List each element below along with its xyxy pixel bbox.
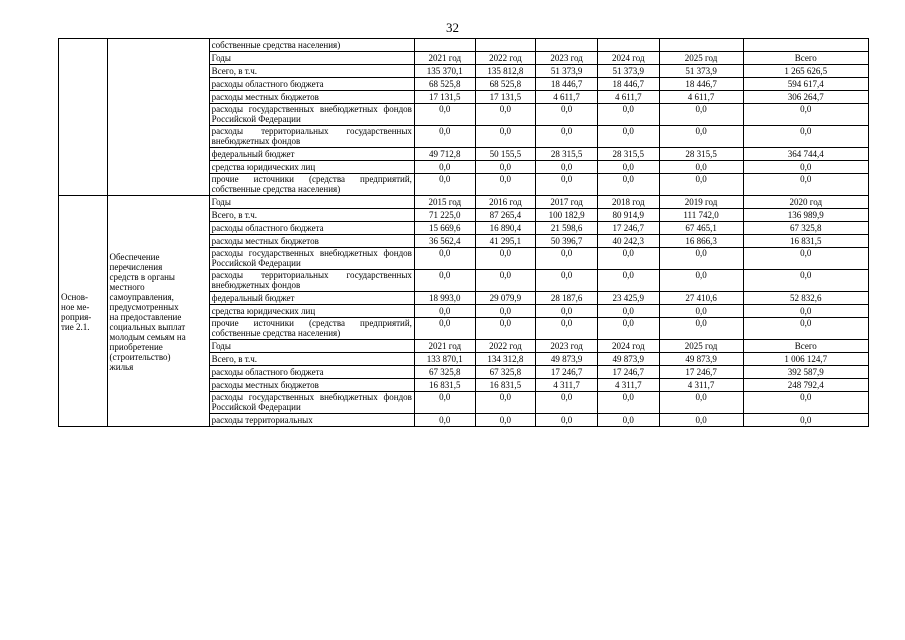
value-cell: 51 373,9: [659, 65, 743, 78]
value-cell: 134 312,8: [475, 353, 536, 366]
value-cell: 4 611,7: [659, 91, 743, 104]
value-cell: 28 315,5: [597, 148, 659, 161]
value-cell: 51 373,9: [597, 65, 659, 78]
table-row: [59, 39, 869, 52]
value-cell: 0,0: [536, 318, 598, 340]
value-cell: 4 611,7: [597, 91, 659, 104]
value-cell: 0,0: [414, 126, 475, 148]
value-cell: 0,0: [536, 414, 598, 427]
value-cell: 0,0: [536, 270, 598, 292]
value-cell: 0,0: [743, 161, 868, 174]
value-cell: 0,0: [597, 104, 659, 126]
row-label: прочие источники (средства предприятий, собственные средства населения): [209, 174, 414, 196]
value-cell: 15 669,6: [414, 222, 475, 235]
row-label: федеральный бюджет: [209, 292, 414, 305]
value-cell: 17 246,7: [659, 366, 743, 379]
value-cell: 0,0: [414, 270, 475, 292]
value-cell: 0,0: [597, 392, 659, 414]
value-cell: 0,0: [475, 248, 536, 270]
value-cell: 0,0: [536, 248, 598, 270]
value-cell: 0,0: [536, 392, 598, 414]
measure-cell-empty: [59, 39, 108, 196]
value-cell: 0,0: [597, 126, 659, 148]
row-label: Годы: [209, 52, 414, 65]
value-cell: 111 742,0: [659, 209, 743, 222]
value-cell: 0,0: [659, 104, 743, 126]
value-cell: 0,0: [475, 104, 536, 126]
row-label: расходы территориальных: [209, 414, 414, 427]
row-label: Всего, в т.ч.: [209, 209, 414, 222]
value-cell: 0,0: [597, 305, 659, 318]
row-label: расходы территориальных государственных внебюджетных фондов: [209, 270, 414, 292]
value-cell: 4 611,7: [536, 91, 598, 104]
value-cell: 0,0: [414, 104, 475, 126]
value-cell: 16 866,3: [659, 235, 743, 248]
value-cell: 0,0: [743, 305, 868, 318]
value-cell: 28 315,5: [659, 148, 743, 161]
value-cell: 2015 год: [414, 196, 475, 209]
value-cell: [414, 39, 475, 52]
value-cell: 17 246,7: [597, 222, 659, 235]
value-cell: 0,0: [414, 305, 475, 318]
value-cell: 594 617,4: [743, 78, 868, 91]
funding-table-body: [59, 39, 869, 427]
value-cell: 0,0: [414, 161, 475, 174]
value-cell: 49 712,8: [414, 148, 475, 161]
value-cell: 0,0: [743, 392, 868, 414]
row-label: расходы местных бюджетов: [209, 91, 414, 104]
value-cell: 0,0: [414, 174, 475, 196]
value-cell: 4 311,7: [597, 379, 659, 392]
value-cell: 0,0: [536, 161, 598, 174]
value-cell: 0,0: [536, 305, 598, 318]
value-cell: 0,0: [536, 174, 598, 196]
value-cell: 41 295,1: [475, 235, 536, 248]
value-cell: 16 831,5: [743, 235, 868, 248]
value-cell: [659, 39, 743, 52]
value-cell: 71 225,0: [414, 209, 475, 222]
row-label: Годы: [209, 340, 414, 353]
value-cell: 0,0: [659, 174, 743, 196]
value-cell: 1 006 124,7: [743, 353, 868, 366]
value-cell: 306 264,7: [743, 91, 868, 104]
value-cell: 16 831,5: [414, 379, 475, 392]
value-cell: 17 246,7: [536, 366, 598, 379]
value-cell: 0,0: [597, 270, 659, 292]
value-cell: 2017 год: [536, 196, 598, 209]
row-label: федеральный бюджет: [209, 148, 414, 161]
value-cell: 67 325,8: [743, 222, 868, 235]
value-cell: 16 831,5: [475, 379, 536, 392]
row-label: Всего, в т.ч.: [209, 353, 414, 366]
value-cell: 21 598,6: [536, 222, 598, 235]
value-cell: 36 562,4: [414, 235, 475, 248]
value-cell: 67 325,8: [475, 366, 536, 379]
row-label: расходы территориальных государственных внебюджетных фондов: [209, 126, 414, 148]
value-cell: 2025 год: [659, 340, 743, 353]
description-cell: [107, 196, 209, 427]
value-cell: 0,0: [659, 318, 743, 340]
value-cell: 392 587,9: [743, 366, 868, 379]
value-cell: 49 873,9: [597, 353, 659, 366]
value-cell: 4 311,7: [659, 379, 743, 392]
row-label: Всего, в т.ч.: [209, 65, 414, 78]
value-cell: 0,0: [475, 305, 536, 318]
value-cell: 50 396,7: [536, 235, 598, 248]
value-cell: 28 315,5: [536, 148, 598, 161]
row-label: средства юридических лиц: [209, 305, 414, 318]
value-cell: 0,0: [743, 248, 868, 270]
value-cell: 4 311,7: [536, 379, 598, 392]
value-cell: 2023 год: [536, 340, 598, 353]
value-cell: 49 873,9: [536, 353, 598, 366]
value-cell: 2020 год: [743, 196, 868, 209]
value-cell: 133 870,1: [414, 353, 475, 366]
value-cell: 18 993,0: [414, 292, 475, 305]
row-label: расходы государственных внебюджетных фондов Российской Федерации: [209, 248, 414, 270]
value-cell: 0,0: [659, 414, 743, 427]
measure-name: Основ- ное ме- роприя- тие 2.1.: [61, 292, 92, 332]
value-cell: 16 890,4: [475, 222, 536, 235]
value-cell: 135 812,8: [475, 65, 536, 78]
row-label: расходы областного бюджета: [209, 222, 414, 235]
row-label: расходы местных бюджетов: [209, 379, 414, 392]
value-cell: 136 989,9: [743, 209, 868, 222]
value-cell: 17 131,5: [475, 91, 536, 104]
measure-description: Обеспечение перечисления средств в органы местного самоуправления, предусмотренных на предоставление социальных выплат молодым семьям на приобретение (строительство) жилья: [109, 252, 186, 372]
value-cell: 0,0: [414, 248, 475, 270]
value-cell: 0,0: [659, 161, 743, 174]
value-cell: 52 832,6: [743, 292, 868, 305]
row-label: Годы: [209, 196, 414, 209]
value-cell: 0,0: [659, 270, 743, 292]
value-cell: 2016 год: [475, 196, 536, 209]
value-cell: 2021 год: [414, 340, 475, 353]
value-cell: 1 265 626,5: [743, 65, 868, 78]
row-label: прочие источники (средства предприятий, собственные средства населения): [209, 318, 414, 340]
value-cell: 18 446,7: [597, 78, 659, 91]
value-cell: 2025 год: [659, 52, 743, 65]
row-label: средства юридических лиц: [209, 161, 414, 174]
value-cell: 67 325,8: [414, 366, 475, 379]
value-cell: 2018 год: [597, 196, 659, 209]
value-cell: 0,0: [536, 104, 598, 126]
value-cell: 2023 год: [536, 52, 598, 65]
value-cell: 2024 год: [597, 340, 659, 353]
value-cell: 2022 год: [475, 340, 536, 353]
page-number: 32: [446, 20, 459, 35]
value-cell: Всего: [743, 52, 868, 65]
row-label: расходы государственных внебюджетных фондов Российской Федерации: [209, 392, 414, 414]
measure-cell: [59, 196, 108, 427]
value-cell: 18 446,7: [536, 78, 598, 91]
value-cell: 2019 год: [659, 196, 743, 209]
value-cell: 87 265,4: [475, 209, 536, 222]
value-cell: 29 079,9: [475, 292, 536, 305]
value-cell: 2022 год: [475, 52, 536, 65]
value-cell: [597, 39, 659, 52]
description-cell-empty: [107, 39, 209, 196]
value-cell: 28 187,6: [536, 292, 598, 305]
value-cell: 0,0: [743, 126, 868, 148]
value-cell: 23 425,9: [597, 292, 659, 305]
value-cell: 0,0: [597, 318, 659, 340]
value-cell: 0,0: [743, 104, 868, 126]
row-label: расходы областного бюджета: [209, 78, 414, 91]
value-cell: 0,0: [475, 318, 536, 340]
value-cell: 17 246,7: [597, 366, 659, 379]
value-cell: [536, 39, 598, 52]
value-cell: 0,0: [743, 318, 868, 340]
value-cell: 40 242,3: [597, 235, 659, 248]
value-cell: 364 744,4: [743, 148, 868, 161]
value-cell: 0,0: [597, 414, 659, 427]
value-cell: [475, 39, 536, 52]
table-row: [59, 196, 869, 209]
row-label: собственные средства населения): [209, 39, 414, 52]
row-label: расходы местных бюджетов: [209, 235, 414, 248]
value-cell: 0,0: [475, 161, 536, 174]
value-cell: 100 182,9: [536, 209, 598, 222]
row-label: расходы государственных внебюджетных фондов Российской Федерации: [209, 104, 414, 126]
value-cell: 17 131,5: [414, 91, 475, 104]
funding-table: [58, 38, 869, 427]
value-cell: 0,0: [475, 174, 536, 196]
value-cell: 68 525,8: [414, 78, 475, 91]
value-cell: [743, 39, 868, 52]
value-cell: 0,0: [597, 248, 659, 270]
value-cell: 0,0: [414, 318, 475, 340]
value-cell: 50 155,5: [475, 148, 536, 161]
value-cell: 0,0: [597, 174, 659, 196]
value-cell: 67 465,1: [659, 222, 743, 235]
value-cell: 0,0: [536, 126, 598, 148]
value-cell: 0,0: [659, 126, 743, 148]
value-cell: Всего: [743, 340, 868, 353]
value-cell: 0,0: [659, 305, 743, 318]
value-cell: 0,0: [475, 270, 536, 292]
value-cell: 49 873,9: [659, 353, 743, 366]
value-cell: 0,0: [659, 248, 743, 270]
value-cell: 0,0: [743, 270, 868, 292]
value-cell: 0,0: [659, 392, 743, 414]
value-cell: 0,0: [743, 174, 868, 196]
value-cell: 80 914,9: [597, 209, 659, 222]
value-cell: 0,0: [743, 414, 868, 427]
value-cell: 0,0: [475, 414, 536, 427]
value-cell: 27 410,6: [659, 292, 743, 305]
value-cell: 2021 год: [414, 52, 475, 65]
value-cell: 0,0: [475, 126, 536, 148]
value-cell: 135 370,1: [414, 65, 475, 78]
value-cell: 2024 год: [597, 52, 659, 65]
value-cell: 248 792,4: [743, 379, 868, 392]
value-cell: 18 446,7: [659, 78, 743, 91]
value-cell: 68 525,8: [475, 78, 536, 91]
value-cell: 0,0: [475, 392, 536, 414]
value-cell: 0,0: [414, 414, 475, 427]
value-cell: 0,0: [414, 392, 475, 414]
row-label: расходы областного бюджета: [209, 366, 414, 379]
value-cell: 51 373,9: [536, 65, 598, 78]
value-cell: 0,0: [597, 161, 659, 174]
